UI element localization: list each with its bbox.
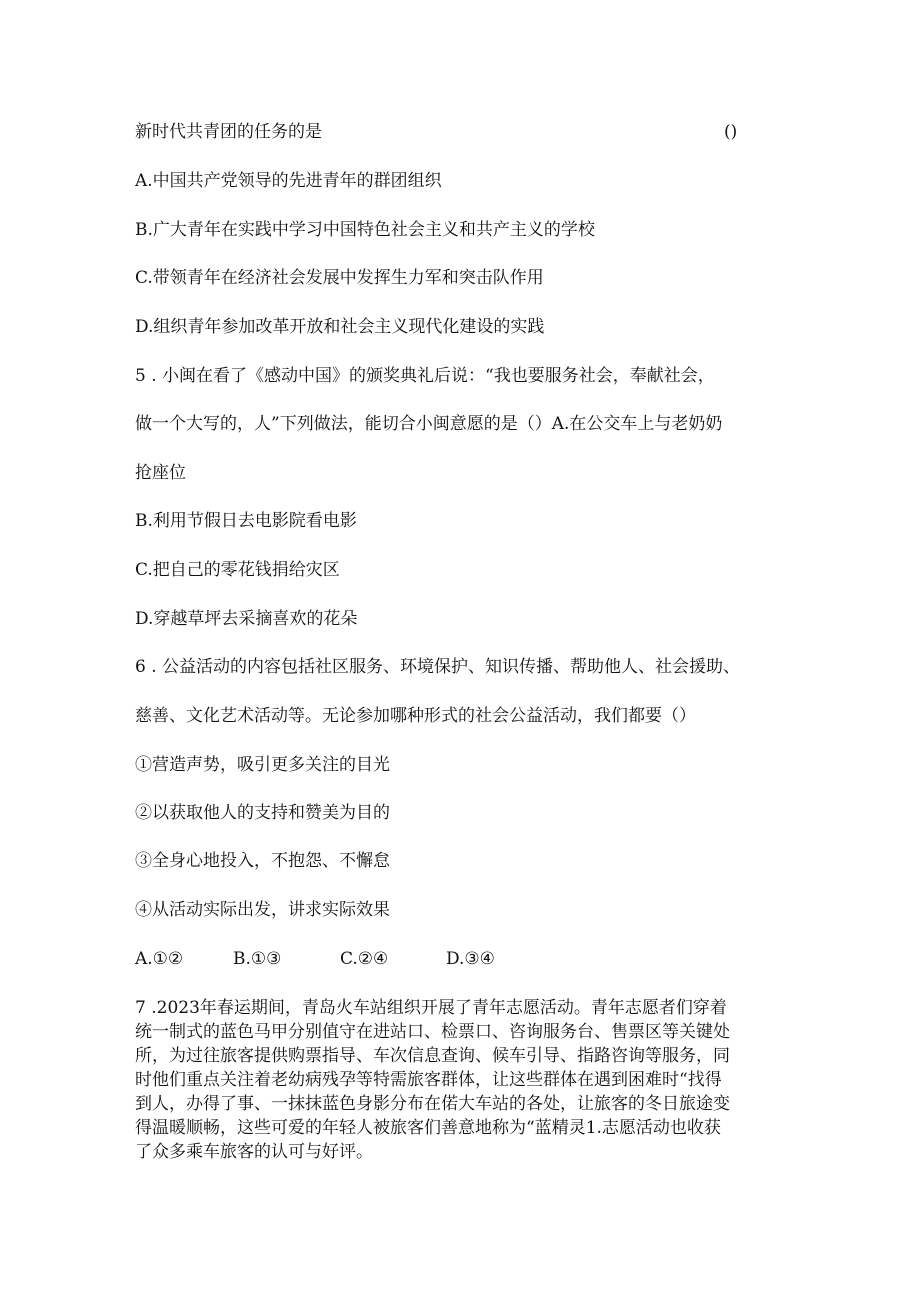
q5-stem-line-2: 做一个大写的，人”下列做法，能切合小闽意愿的是（）A.在公交车上与老奶奶 — [135, 414, 723, 434]
q5-stem-line-1: 5 . 小闽在看了《感动中国》的颁奖典礼后说：“我也要服务社会，奉献社会， — [135, 366, 715, 386]
q4-option-d: D.组织青年参加改革开放和社会主义现代化建设的实践 — [135, 317, 545, 337]
q6-item-4: ④从活动实际出发，讲求实际效果 — [135, 900, 390, 920]
q6-item-2: ②以获取他人的支持和赞美为目的 — [135, 803, 390, 823]
q5-option-c: C.把自己的零花钱捐给灾区 — [135, 560, 340, 580]
q4-option-c: C.带领青年在经济社会发展中发挥生力军和突击队作用 — [135, 268, 544, 288]
q6-item-1: ①营造声势，吸引更多关注的目光 — [135, 755, 390, 775]
q7-paragraph — [135, 996, 795, 1164]
q6-choice-b: B.①③ — [233, 949, 282, 969]
q6-stem-line-1: 6 . 公益活动的内容包括社区服务、环境保护、知识传播、帮助他人、社会援助、 — [135, 657, 741, 677]
q4-option-a: A.中国共产党领导的先进青年的群团组织 — [135, 171, 442, 191]
q7-line-3: 所，为过往旅客提供购票指导、车次信息查询、候车引导、指路咨询等服务，同 — [135, 1046, 730, 1066]
q7-line-4: 时他们重点关注着老幼病残孕等特需旅客群体，让这些群体在遇到困难时“找得 — [135, 1070, 722, 1090]
q6-choice-a: A.①② — [135, 949, 184, 969]
q5-option-d: D.穿越草坪去采摘喜欢的花朵 — [135, 609, 358, 629]
q4-answer-blank: () — [724, 122, 738, 142]
q7-line-6: 得温暖顺畅，这些可爱的年轻人被旅客们善意地称为“蓝精灵1.志愿活动也收获 — [135, 1118, 721, 1138]
q4-option-b: B.广大青年在实践中学习中国特色社会主义和共产主义的学校 — [135, 220, 595, 240]
q7-line-2: 统一制式的蓝色马甲分别值守在进站口、检票口、咨询服务台、售票区等关键处 — [135, 1022, 730, 1042]
q6-item-3: ③全身心地投入，不抱怨、不懈怠 — [135, 851, 390, 871]
q6-choice-c: C.②④ — [340, 949, 389, 969]
q6-stem-line-2: 慈善、文化艺术活动等。无论参加哪种形式的社会公益活动，我们都要（） — [135, 706, 696, 726]
q5-option-b: B.利用节假日去电影院看电影 — [135, 511, 357, 531]
q7-line-5: 到人，办得了事、一抹抹蓝色身影分布在偌大车站的各处，让旅客的冬日旅途变 — [135, 1094, 730, 1114]
q5-stem-line-3: 抢座位 — [135, 463, 186, 483]
q4-stem: 新时代共青团的任务的是 — [135, 122, 322, 142]
q7-line-1: 7 .2023年春运期间，青岛火车站组织开展了青年志愿活动。青年志愿者们穿着 — [135, 998, 727, 1018]
q6-choice-d: D.③④ — [446, 949, 495, 969]
q7-line-7: 了众多乘车旅客的认可与好评。 — [135, 1142, 373, 1162]
